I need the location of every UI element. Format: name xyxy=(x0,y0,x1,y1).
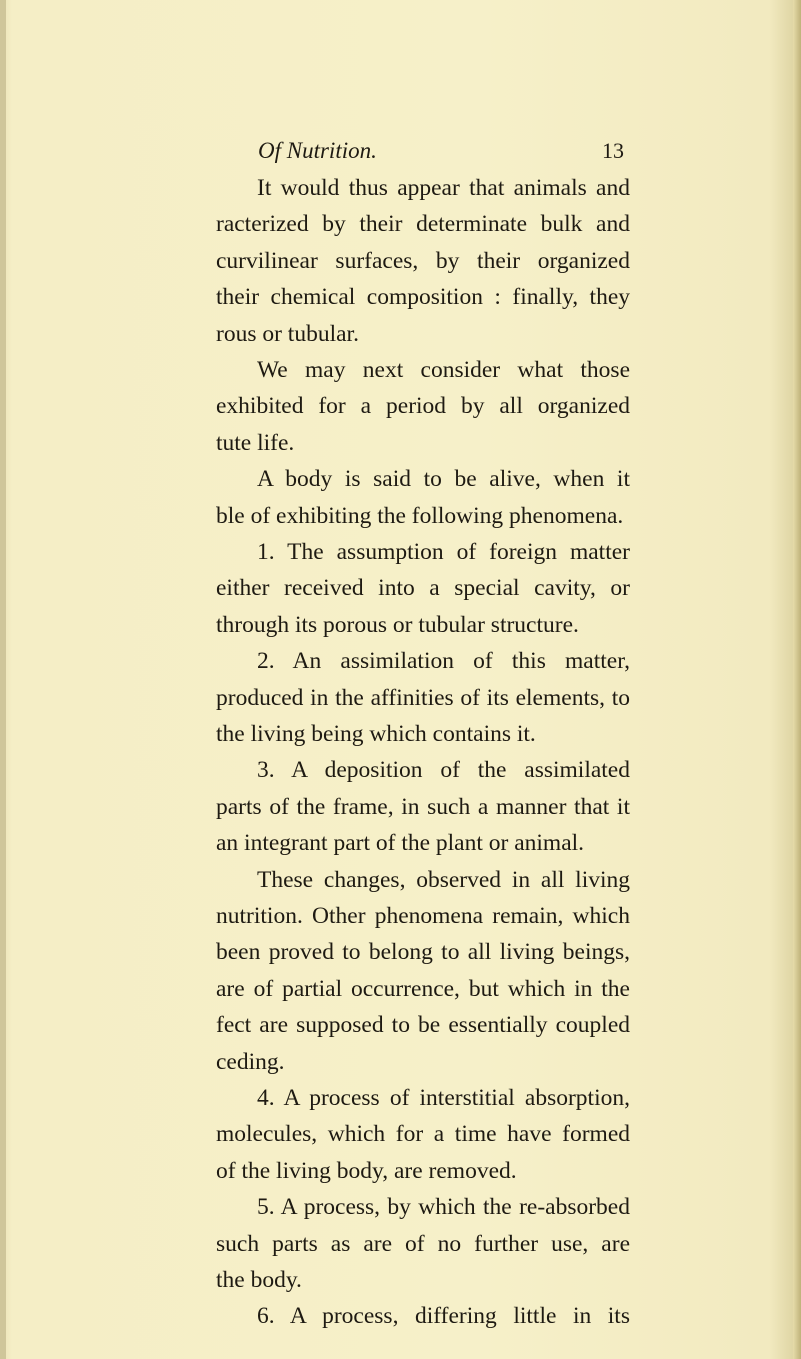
paragraph-first-line: 5. A process, by which the re-absorbed xyxy=(257,1194,630,1221)
text-line: produced in the affinities of its elements, to xyxy=(216,684,630,711)
paragraph-first-line: It would thus appear that animals and xyxy=(257,175,630,201)
text-line: ble of exhibiting the following phenomena. xyxy=(216,502,624,529)
text-line: been proved to belong to all living beings, xyxy=(216,939,630,966)
text-line: nutrition. Other phenomena remain, which xyxy=(216,903,630,929)
text-line: parts of the frame, in such a manner that it xyxy=(216,793,630,820)
text-line: their chemical composition : finally, they xyxy=(216,284,630,311)
text-line: exhibited for a period by all organized xyxy=(216,393,630,420)
text-line: tute life. xyxy=(216,429,295,456)
paragraph-first-line: 6. A process, differing little in its xyxy=(257,1303,630,1330)
text-line: such parts as are of no further use, are xyxy=(216,1230,630,1257)
page-binding-edge xyxy=(0,0,6,1359)
text-line: of the living body, are removed. xyxy=(216,1157,517,1184)
paragraph-first-line: These changes, observed in all living xyxy=(257,866,630,893)
page-fore-edge xyxy=(793,0,801,1359)
text-line: ceding. xyxy=(216,1048,285,1075)
paragraph-first-line: 2. An assimilation of this matter, xyxy=(257,648,630,675)
paragraph-first-line: 3. A deposition of the assimilated xyxy=(257,757,630,784)
text-line: either received into a special cavity, or xyxy=(216,575,630,602)
text-line: rous or tubular. xyxy=(216,320,359,347)
page-number: 13 xyxy=(602,138,624,163)
paragraph-first-line: 4. A process of interstitial absorption, xyxy=(257,1085,630,1111)
text-line: an integrant part of the plant or animal. xyxy=(216,830,585,857)
text-line: racterized by their determinate bulk and xyxy=(216,211,630,238)
paragraph-first-line: We may next consider what those xyxy=(257,357,630,383)
text-line: fect are supposed to be essentially coupled xyxy=(216,1012,630,1039)
text-line: through its porous or tubular structure. xyxy=(216,611,579,638)
text-line: curvilinear surfaces, by their organized xyxy=(216,247,630,274)
text-line: the living being which contains it. xyxy=(216,721,536,747)
text-line: the body. xyxy=(216,1267,302,1293)
paragraph-first-line: A body is said to be alive, when it xyxy=(257,466,630,493)
running-title: Of Nutrition. xyxy=(258,138,377,163)
paragraph-first-line: 1. The assumption of foreign matter xyxy=(257,539,630,565)
text-line: molecules, which for a time have formed xyxy=(216,1121,630,1148)
text-line: are of partial occurrence, but which in the xyxy=(216,975,630,1002)
